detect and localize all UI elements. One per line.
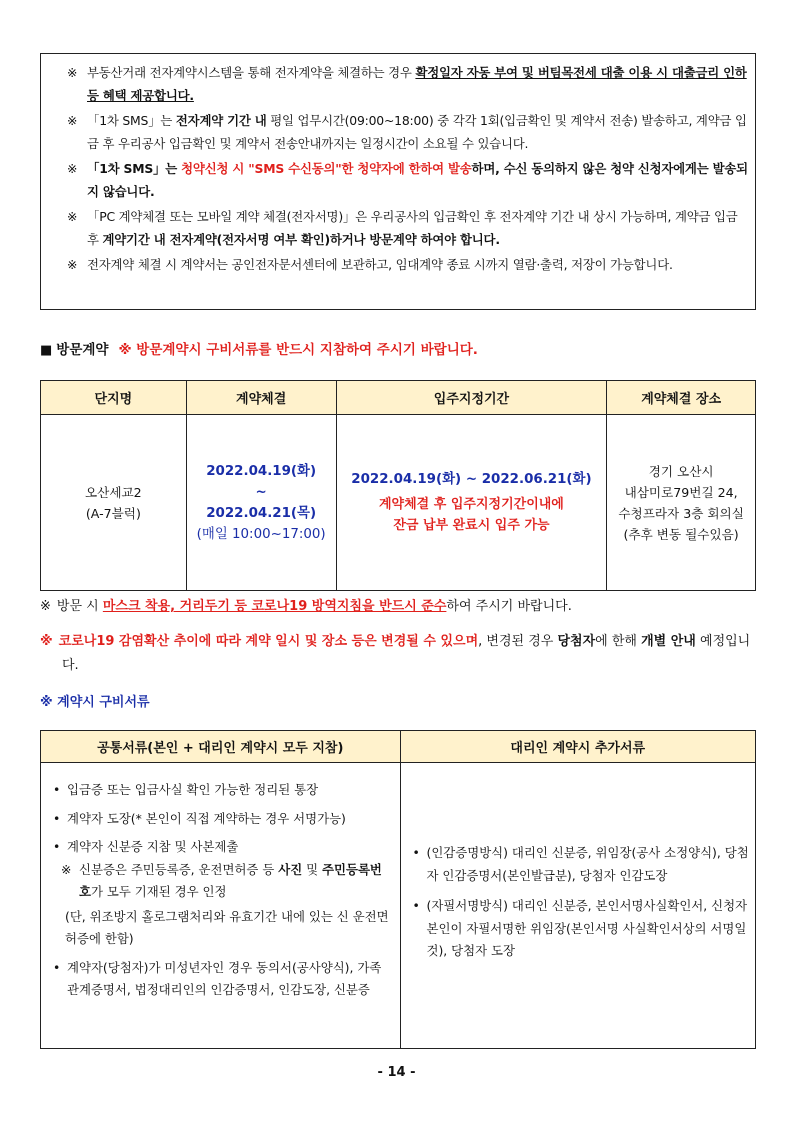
move-in-period-cell: 2022.04.19(화) ~ 2022.06.21(화) 계약체결 후 입주지정기간이내에 잔금 납부 완료시 입주 가능: [336, 415, 607, 591]
note-text: 부동산거래 전자계약시스템을 통해 전자계약을 체결하는 경우 확정일자 자동 부여 및 버팀목전세 대출 이용 시 대출금리 인하 등 혜택 제공합니다.: [87, 65, 747, 103]
id-card-condition: (단, 위조방지 홀로그램처리와 유효기간 내에 있는 신 운전면허증에 한함): [65, 908, 389, 946]
note-item: ※ 부동산거래 전자계약시스템을 통해 전자계약을 체결하는 경우 확정일자 자동 부여 및 버팀목전세 대출 이용 시 대출금리 인하 등 혜택 제공합니다.: [67, 65, 747, 103]
header-proxy-docs: 대리인 계약시 추가서류: [400, 731, 756, 763]
header-contract: 계약체결: [186, 381, 336, 415]
note-text: 「1차 SMS」는 전자계약 기간 내 평일 업무시간(09:00~18:00) 중 각각 1회(입금확인 및 계약서 전송) 발송하고, 계약금 입금 후 우리공사 입금확인 및 계약서 전송안내까지는 일정시간이 소요될 수 있습니다.: [87, 113, 747, 151]
contract-place-cell: 경기 오산시 내삼미로79번길 24, 수청프라자 3층 회의실 (추후 변동 될수있음): [607, 415, 756, 591]
list-item: • 계약자 도장(* 본인이 직접 계약하는 경우 서명가능): [53, 808, 392, 831]
note-item: ※ 「1차 SMS」는 전자계약 기간 내 평일 업무시간(09:00~18:00) 중 각각 1회(입금확인 및 계약서 전송) 발송하고, 계약금 입금 후 우리공사 입금확인 및 계약서 전송안내까지는 일정시간이 소요될 수 있습니다.: [67, 113, 747, 151]
list-item: • 계약자 신분증 지참 및 사본제출: [53, 836, 392, 859]
note-text: 「PC 계약체결 또는 모바일 계약 체결(전자서명)」은 우리공사의 입금확인 후 전자계약 기간 내 상시 가능하며, 계약금 입금 후 계약기간 내 전자계약(전자서명 여부 확인)하거나 방문계약 하여야 합니다.: [87, 209, 738, 247]
header-complex: 단지명: [41, 381, 187, 415]
table-header-row: [41, 381, 756, 415]
table-header-row: [41, 731, 756, 763]
visit-contract-heading: [40, 338, 478, 358]
visit-title: 방문계약: [56, 342, 109, 358]
contract-table: [40, 380, 756, 591]
contract-period-cell: 2022.04.19(화) ~ 2022.04.21(목) (매일 10:00~17:00): [186, 415, 336, 591]
notice-box: [40, 53, 756, 310]
id-card-note: ※ 신분증은 주민등록증, 운전면허증 등 사진 및 주민등록번호가 모두 기재된 경우 인정: [61, 861, 382, 899]
complex-cell: 오산세교2 (A-7블럭): [41, 415, 187, 591]
note-item: ※ 「PC 계약체결 또는 모바일 계약 체결(전자서명)」은 우리공사의 입금확인 후 전자계약 기간 내 상시 가능하며, 계약금 입금 후 계약기간 내 전자계약(전자서명 여부 확인)하거나 방문계약 하여야 합니다.: [67, 209, 738, 247]
required-docs-heading: ※ 계약시 구비서류: [40, 695, 150, 710]
note-text: 전자계약 체결 시 계약서는 공인전자문서센터에 보관하고, 임대계약 종료 시까지 열람·출력, 저장이 가능합니다.: [87, 257, 673, 272]
covid-guideline-note: ※ 방문 시 마스크 착용, 거리두기 등 코로나19 방역지침을 반드시 준수하여 주시기 바랍니다.: [40, 599, 572, 614]
list-item: • 계약자(당첨자)가 미성년자인 경우 동의서(공사양식), 가족관계증명서, 법정대리인의 인감증명서, 인감도장, 신분증: [53, 957, 392, 1002]
note-item: ※ 전자계약 체결 시 계약서는 공인전자문서센터에 보관하고, 임대계약 종료 시까지 열람·출력, 저장이 가능합니다.: [67, 257, 673, 272]
page-number: - 14 -: [377, 1065, 416, 1080]
documents-table: [40, 730, 756, 1049]
header-common-docs: 공통서류(본인 + 대리인 계약시 모두 지참): [41, 731, 401, 763]
change-notice-note: ※ 코로나19 감염확산 추이에 따라 계약 일시 및 장소 등은 변경될 수 있으며, 변경된 경우 당첨자에 한해 개별 안내 예정입니다.: [40, 634, 751, 673]
square-bullet-icon: ■: [40, 343, 53, 358]
header-place: 계약체결 장소: [607, 381, 756, 415]
list-item: • (인감증명방식) 대리인 신분증, 위임장(공사 소정양식), 당첨자 인감증명서(본인발급분), 당첨자 인감도장: [413, 842, 750, 887]
list-item: • 입금증 또는 입금사실 확인 가능한 정리된 통장: [53, 779, 392, 802]
visit-warning: ※ 방문계약시 구비서류를 반드시 지참하여 주시기 바랍니다.: [118, 342, 478, 358]
header-move-in: 입주지정기간: [336, 381, 607, 415]
table-row: [41, 763, 756, 1049]
common-docs-cell: [41, 763, 401, 1049]
proxy-docs-cell: [400, 763, 756, 1049]
table-row: [41, 415, 756, 591]
note-text: 「1차 SMS」는 청약신청 시 "SMS 수신동의"한 청약자에 한하여 발송하며, 수신 동의하지 않은 청약 신청자에게는 발송되지 않습니다.: [87, 161, 748, 199]
note-item: ※ 「1차 SMS」는 청약신청 시 "SMS 수신동의"한 청약자에 한하여 발송하며, 수신 동의하지 않은 청약 신청자에게는 발송되지 않습니다.: [67, 161, 748, 199]
list-item: • (자필서명방식) 대리인 신분증, 본인서명사실확인서, 신청자 본인이 자필서명한 위임장(본인서명 사실확인서상의 서명일 것), 당첨자 도장: [413, 895, 750, 963]
